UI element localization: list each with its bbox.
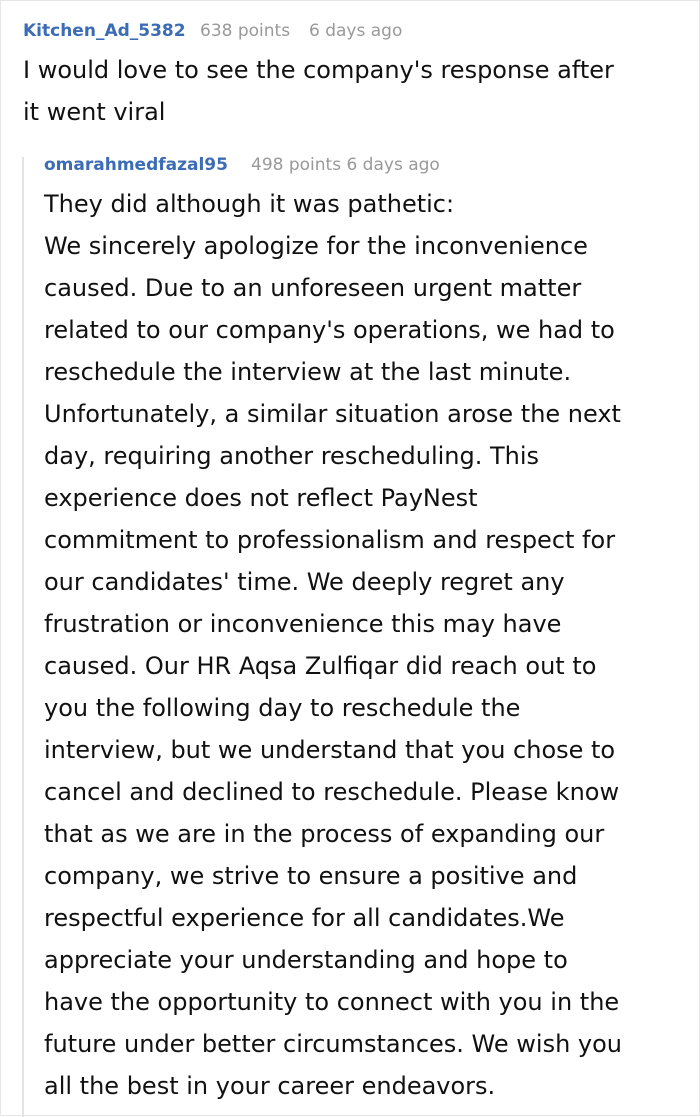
text-line: experience does not reflect PayNest <box>44 484 478 512</box>
text-line: you the following day to reschedule the <box>44 694 521 722</box>
text-line: We sincerely apologize for the inconvenience <box>44 232 588 260</box>
text-line: I would love to see the company's response after <box>23 56 614 84</box>
text-line: cancel and declined to reschedule. Please know <box>44 778 620 806</box>
text-line: related to our company's operations, we had to <box>44 316 615 344</box>
text-line: respectful experience for all candidates.We <box>44 904 565 932</box>
text-line: Unfortunately, a similar situation arose the next <box>44 400 621 428</box>
text-line: reschedule the interview at the last minute. <box>44 358 572 386</box>
text-line: it went viral <box>23 98 166 126</box>
reply-username[interactable]: omarahmedfazal95 <box>44 155 228 175</box>
comment-username[interactable]: Kitchen_Ad_5382 <box>23 21 186 41</box>
text-line: all the best in your career endeavors. <box>44 1072 496 1100</box>
text-line: appreciate your understanding and hope to <box>44 946 568 974</box>
reply-points-time: 498 points 6 days ago <box>251 155 440 175</box>
text-line: commitment to professionalism and respect for <box>44 526 616 554</box>
text-line: that as we are in the process of expanding our <box>44 820 605 848</box>
text-line: our candidates' time. We deeply regret any <box>44 568 565 596</box>
text-line: caused. Our HR Aqsa Zulfiqar did reach out to <box>44 652 597 680</box>
text-line: They did although it was pathetic: <box>44 190 455 218</box>
reply-thread-line[interactable] <box>22 157 24 1117</box>
text-line: company, we strive to ensure a positive and <box>44 862 578 890</box>
text-line: frustration or inconvenience this may have <box>44 610 562 638</box>
text-line: day, requiring another rescheduling. This <box>44 442 540 470</box>
text-line: have the opportunity to connect with you in the <box>44 988 620 1016</box>
comment-time: 6 days ago <box>309 21 403 41</box>
text-line: future under better circumstances. We wish you <box>44 1030 623 1058</box>
comment-points: 638 points <box>200 21 291 41</box>
text-line: caused. Due to an unforeseen urgent matter <box>44 274 582 302</box>
text-line: interview, but we understand that you chose to <box>44 736 616 764</box>
